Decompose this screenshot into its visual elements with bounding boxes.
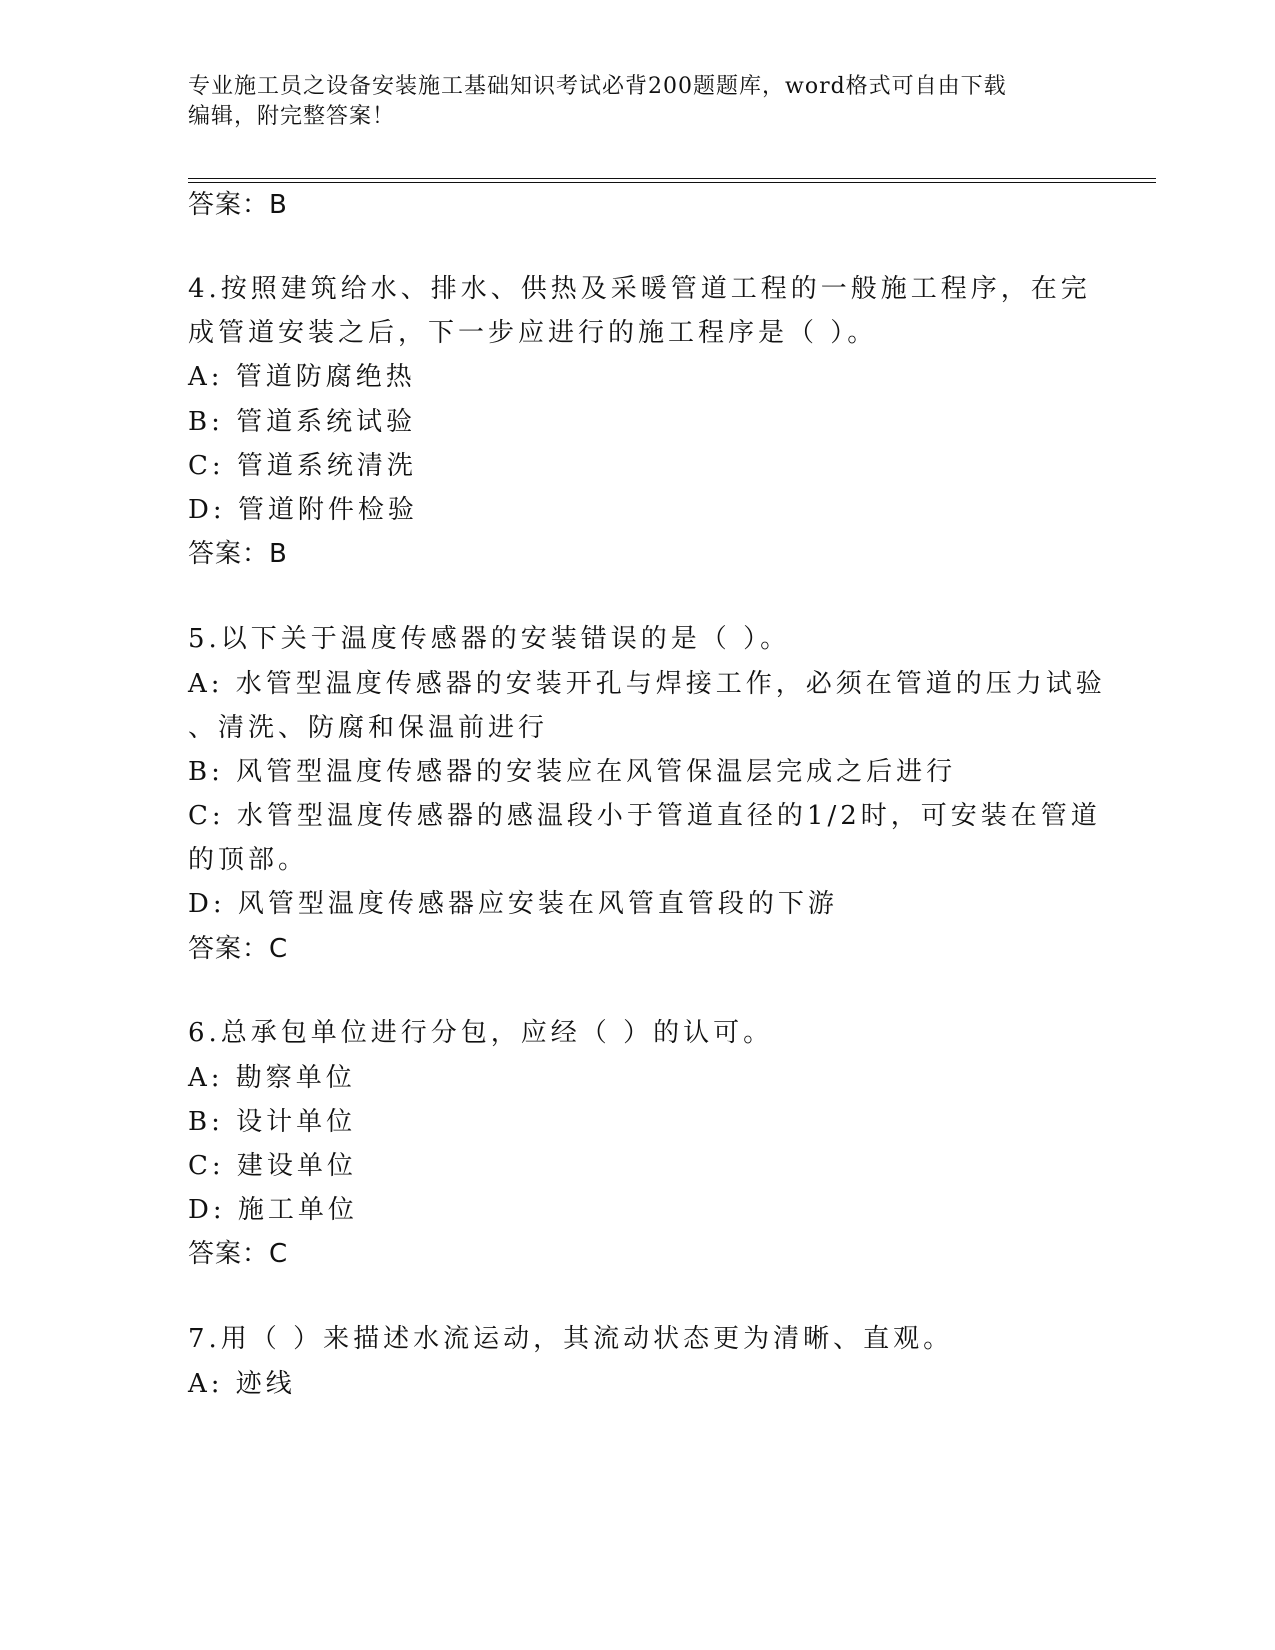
question-5-option-b: B: 风管型温度传感器的安装应在风管保温层完成之后进行: [188, 757, 957, 787]
question-5-option-d: D: 风管型温度传感器应安装在风管直管段的下游: [188, 889, 838, 919]
question-5-option-c-line1: C: 水管型温度传感器的感温段小于管道直径的1/2时，可安装在管道: [188, 801, 1101, 831]
answer-q4: 答案：B: [188, 539, 288, 569]
question-4-stem-line1: 4.按照建筑给水、排水、供热及采暖管道工程的一般施工程序，在完: [188, 274, 1091, 304]
question-7-stem: 7.用（ ）来描述水流运动，其流动状态更为清晰、直观。: [188, 1324, 954, 1354]
header-title-line1: 专业施工员之设备安装施工基础知识考试必背200题题库，word格式可自由下载: [188, 74, 1007, 99]
question-6-option-c: C: 建设单位: [188, 1151, 357, 1181]
page-header: [188, 72, 1088, 132]
answer-q5: 答案：C: [188, 934, 289, 964]
header-divider: [188, 178, 1156, 183]
question-4-option-c: C: 管道系统清洗: [188, 451, 417, 481]
question-4-stem-line2: 成管道安装之后，下一步应进行的施工程序是（ ）。: [188, 318, 878, 348]
question-4-option-d: D: 管道附件检验: [188, 495, 418, 525]
question-7-option-a: A: 迹线: [188, 1369, 296, 1399]
question-5-option-a-line2: 、清洗、防腐和保温前进行: [188, 713, 549, 743]
question-5-option-c-line2: 的顶部。: [188, 845, 309, 875]
question-6-option-b: B: 设计单位: [188, 1107, 357, 1137]
question-6-option-a: A: 勘察单位: [188, 1063, 356, 1093]
answer-q3: 答案：B: [188, 190, 288, 220]
question-6-option-d: D: 施工单位: [188, 1195, 358, 1225]
question-4-option-a: A: 管道防腐绝热: [188, 362, 416, 392]
question-4-option-b: B: 管道系统试验: [188, 407, 417, 437]
question-5-stem: 5.以下关于温度传感器的安装错误的是（ ）。: [188, 624, 791, 654]
question-6-stem: 6.总承包单位进行分包，应经（ ）的认可。: [188, 1018, 774, 1048]
question-5-option-a-line1: A: 水管型温度传感器的安装开孔与焊接工作，必须在管道的压力试验: [188, 669, 1106, 699]
header-title-line2: 编辑，附完整答案！: [188, 104, 396, 129]
answer-q6: 答案：C: [188, 1239, 289, 1269]
